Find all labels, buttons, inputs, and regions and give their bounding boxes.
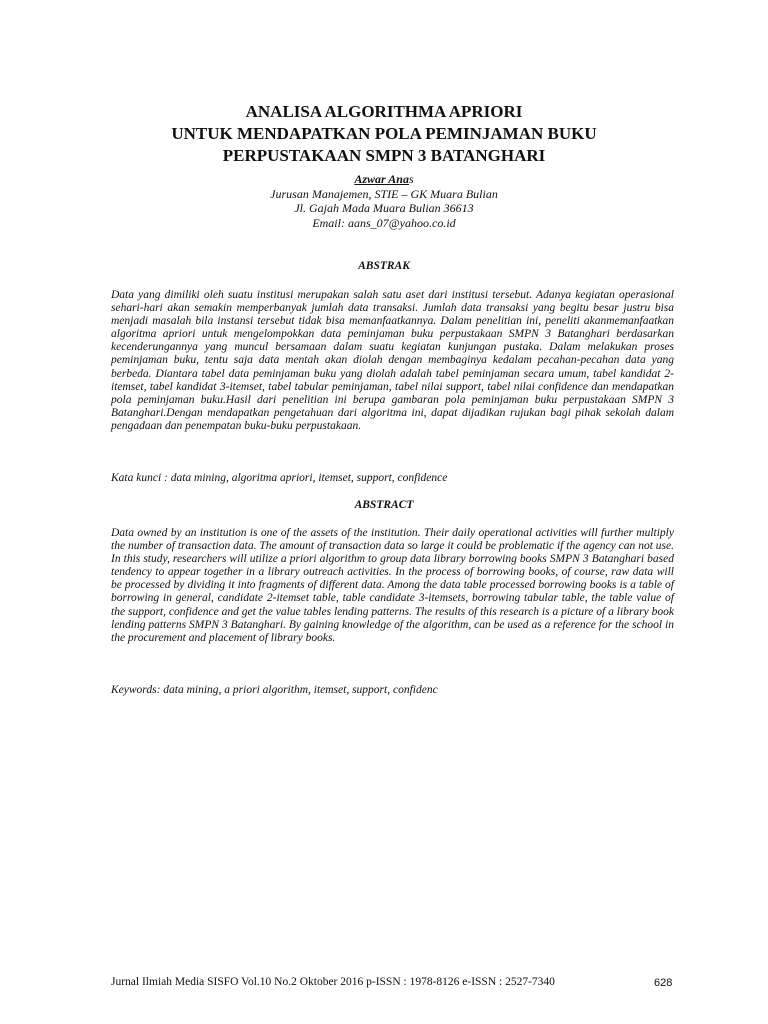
page-number: 628: [654, 977, 673, 989]
abstrak-heading: ABSTRAK: [358, 260, 410, 272]
abstract-heading: ABSTRACT: [354, 499, 414, 511]
paper-title: [0, 101, 768, 167]
abstract-body: Data owned by an institution is one of the assets of the institution. Their daily operational activities will further multiply the number of transaction data. The amount of transaction data so large it could be problematic if the agency can not use. In this study, researchers will utilize a priori algorithm to group data library borrowing books SMPN 3 Batanghari based tendency to appear together in a library outreach activities. In the process of borrowing books, of course, raw data will be processed by dividing it into fragments of different data. Among the data table processed borrowing books is a table of borrowing in general, candidate 2-itemset table, table candidate 3-itemsets, borrowing tabular table, the table value of the support, confidence and get the value tables lending patterns. The results of this research is a picture of a library book lending patterns SMPN 3 Batanghari. By gaining knowledge of the algorithm, can be used as a reference for the school in the procurement and placement of library books.: [111, 527, 674, 644]
author-name-main: Azwar Ana: [354, 172, 409, 186]
title-line-2: UNTUK MENDAPATKAN POLA PEMINJAMAN BUKU: [171, 124, 597, 143]
title-line-1: ANALISA ALGORITHMA APRIORI: [245, 102, 523, 121]
author-email: Email: aans_07@yahoo.co.id: [312, 215, 456, 230]
author-name-tail: s: [408, 172, 414, 186]
author-address: Jl. Gajah Mada Muara Bulian 36613: [294, 201, 474, 215]
author-block: [0, 172, 768, 230]
author-name: [0, 172, 768, 187]
abstrak-keywords: Kata kunci : data mining, algoritma apriori, itemset, support, confidence: [111, 472, 448, 484]
abstract-keywords: Keywords: data mining, a priori algorithm, itemset, support, confidenc: [111, 684, 438, 696]
journal-footer: Jurnal Ilmiah Media SISFO Vol.10 No.2 Oktober 2016 p-ISSN : 1978-8126 e-ISSN : 2527-7340: [111, 976, 555, 988]
author-affiliation: Jurusan Manajemen, STIE – GK Muara Bulian: [270, 186, 498, 201]
title-line-3: PERPUSTAKAAN SMPN 3 BATANGHARI: [222, 146, 546, 165]
abstrak-body: Data yang dimiliki oleh suatu institusi merupakan salah satu aset dari institusi tersebut. Adanya kegiatan operasional sehari-hari akan semakin memperbanyak jumlah data transaksi. Jumlah data transaksi yang begitu besar justru bisa menjadi masalah bila instansi tersebut tidak bisa memanfaatkannya. Dalam penelitian ini, peneliti akanmemanfaatkan algoritma apriori untuk mengelompokkan data peminjaman buku perpustakaan SMPN 3 Batanghari berdasarkan kecenderungannya yang muncul bersamaan dalam suatu kegiatan kunjungan pustaka. Dalam melakukan proses peminjaman buku, tentu saja data mentah akan diolah dengan membaginya kedalam pecahan-pecahan data yang berbeda. Diantara tabel data peminjaman buku yang diolah adalah tabel peminjaman secara umum, tabel kandidat 2-itemset, tabel kandidat 3-itemset, tabel tabular peminjaman, tabel nilai support, tabel nilai confidence dan mendapatkan pola peminjaman buku.Hasil dari penelitian ini berupa gambaran pola peminjaman buku perpustakaan SMPN 3 Batanghari.Dengan mendapatkan pengetahuan dari algoritma ini, dapat dijadikan rujukan bagi pihak sekolah dalam pengadaan dan penempatan buku-buku perpustakaan.: [111, 289, 674, 432]
